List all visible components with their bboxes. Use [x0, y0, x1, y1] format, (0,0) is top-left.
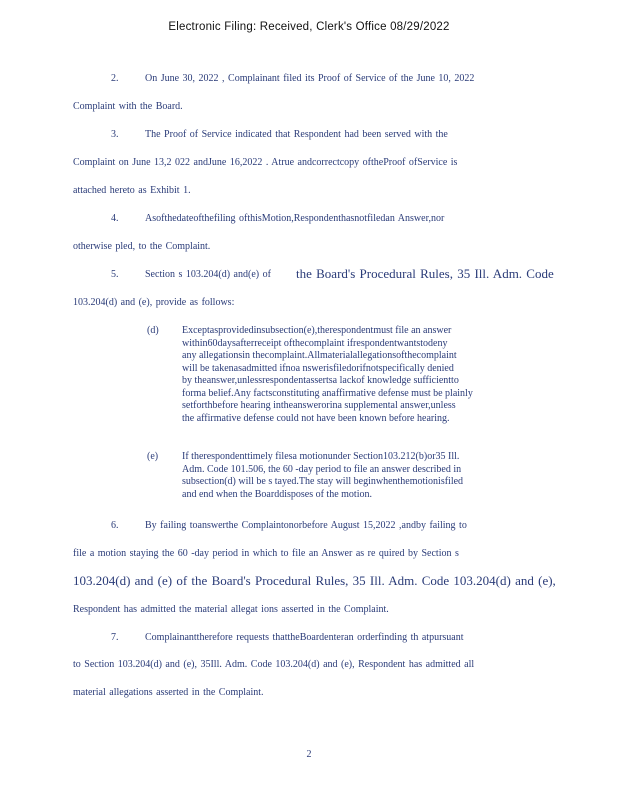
paragraph-text: file a motion staying the 60 -day period in which to file an Answer as re quired by Section s — [73, 548, 459, 559]
page-number: 2 — [306, 749, 312, 760]
subsection-letter: (d) — [147, 325, 159, 336]
paragraph-number: 3. — [111, 129, 119, 140]
paragraph-text: Complaint on June 13,2 022 andJune 16,2022 . Atrue andcorrectcopy oftheProof ofService is — [73, 157, 458, 168]
paragraph-text: Section s 103.204(d) and(e) of — [145, 269, 271, 280]
paragraph-text: Complainanttherefore requests thattheBoardenteran orderfinding th atpursuant — [145, 632, 464, 643]
paragraph-text: Respondent has admitted the material allegat ions asserted in the Complaint. — [73, 604, 389, 615]
quoted-subsection-d — [147, 325, 547, 430]
quote-line: the affirmative defense could not have been known before hearing. — [182, 412, 450, 424]
paragraph-number: 7. — [111, 632, 119, 643]
paragraph-text: On June 30, 2022 , Complainant filed its Proof of Service of the June 10, 2022 — [145, 73, 475, 84]
quote-line: Adm. Code 101.506, the 60 -day period to file an answer described in — [182, 463, 462, 475]
efiling-header: Electronic Filing: Received, Clerk's Office 08/29/2022 — [168, 21, 450, 33]
paragraph-text: material allegations asserted in the Complaint. — [73, 687, 264, 698]
paragraph-text: otherwise pled, to the Complaint. — [73, 241, 211, 252]
paragraph-text-rule-citation: 103.204(d) and (e) of the Board's Procedural Rules, 35 Ill. Adm. Code 103.204(d) and (e), — [73, 573, 556, 588]
quote-line: by theanswer,unlessrespondentassertsa lackof knowledge sufficientto — [182, 375, 459, 386]
paragraph-text: By failing toanswerthe Complaintonorbefore August 15,2022 ,andby failing to — [145, 520, 467, 531]
subsection-letter: (e) — [147, 451, 159, 462]
quote-line: and end when the Boarddisposes of the motion. — [182, 488, 372, 500]
quoted-subsection-e — [147, 451, 547, 506]
paragraph-text: Complaint with the Board. — [73, 101, 183, 112]
quote-line: Exceptasprovidedinsubsection(e),therespondentmust file an answer — [182, 325, 452, 336]
paragraph-number: 5. — [111, 269, 119, 280]
paragraph-text-rule-citation: the Board's Procedural Rules, 35 Ill. Adm. Code — [296, 266, 554, 281]
paragraph-number: 4. — [111, 213, 119, 224]
quote-line: will be takenasadmitted ifnoa nswerisfiledorifnotspecifically denied — [182, 362, 454, 374]
quote-line: forma belief.Any factsconstituting anaffirmative defense must be plainly — [182, 387, 473, 399]
paragraph-text: 103.204(d) and (e), provide as follows: — [73, 297, 235, 308]
paragraph-text: The Proof of Service indicated that Respondent had been served with the — [145, 129, 448, 140]
paragraph-number: 6. — [111, 520, 119, 531]
paragraph-text: to Section 103.204(d) and (e), 35Ill. Adm. Code 103.204(d) and (e), Respondent has admitted all — [73, 659, 475, 670]
paragraph-number: 2. — [111, 73, 119, 84]
quote-line: within60daysafterreceipt ofthecomplaint ifrespondentwantstodeny — [182, 337, 448, 349]
quote-line: If therespondenttimely filesa motionunder Section103.212(b)or35 Ill. — [182, 451, 460, 462]
paragraph-text: Asofthedateofthefiling ofthisMotion,Respondenthasnotfiledan Answer,nor — [145, 213, 445, 224]
paragraph-text: attached hereto as Exhibit 1. — [73, 185, 191, 196]
quote-line: subsection(d) will be s tayed.The stay will beginwhenthemotionisfiled — [182, 476, 464, 487]
quote-line: setforthbefore hearing intheanswerorina supplemental answer,unless — [182, 400, 456, 411]
quote-line: any allegationsin thecomplaint.Allmaterialallegationsofthecomplaint — [182, 350, 457, 361]
